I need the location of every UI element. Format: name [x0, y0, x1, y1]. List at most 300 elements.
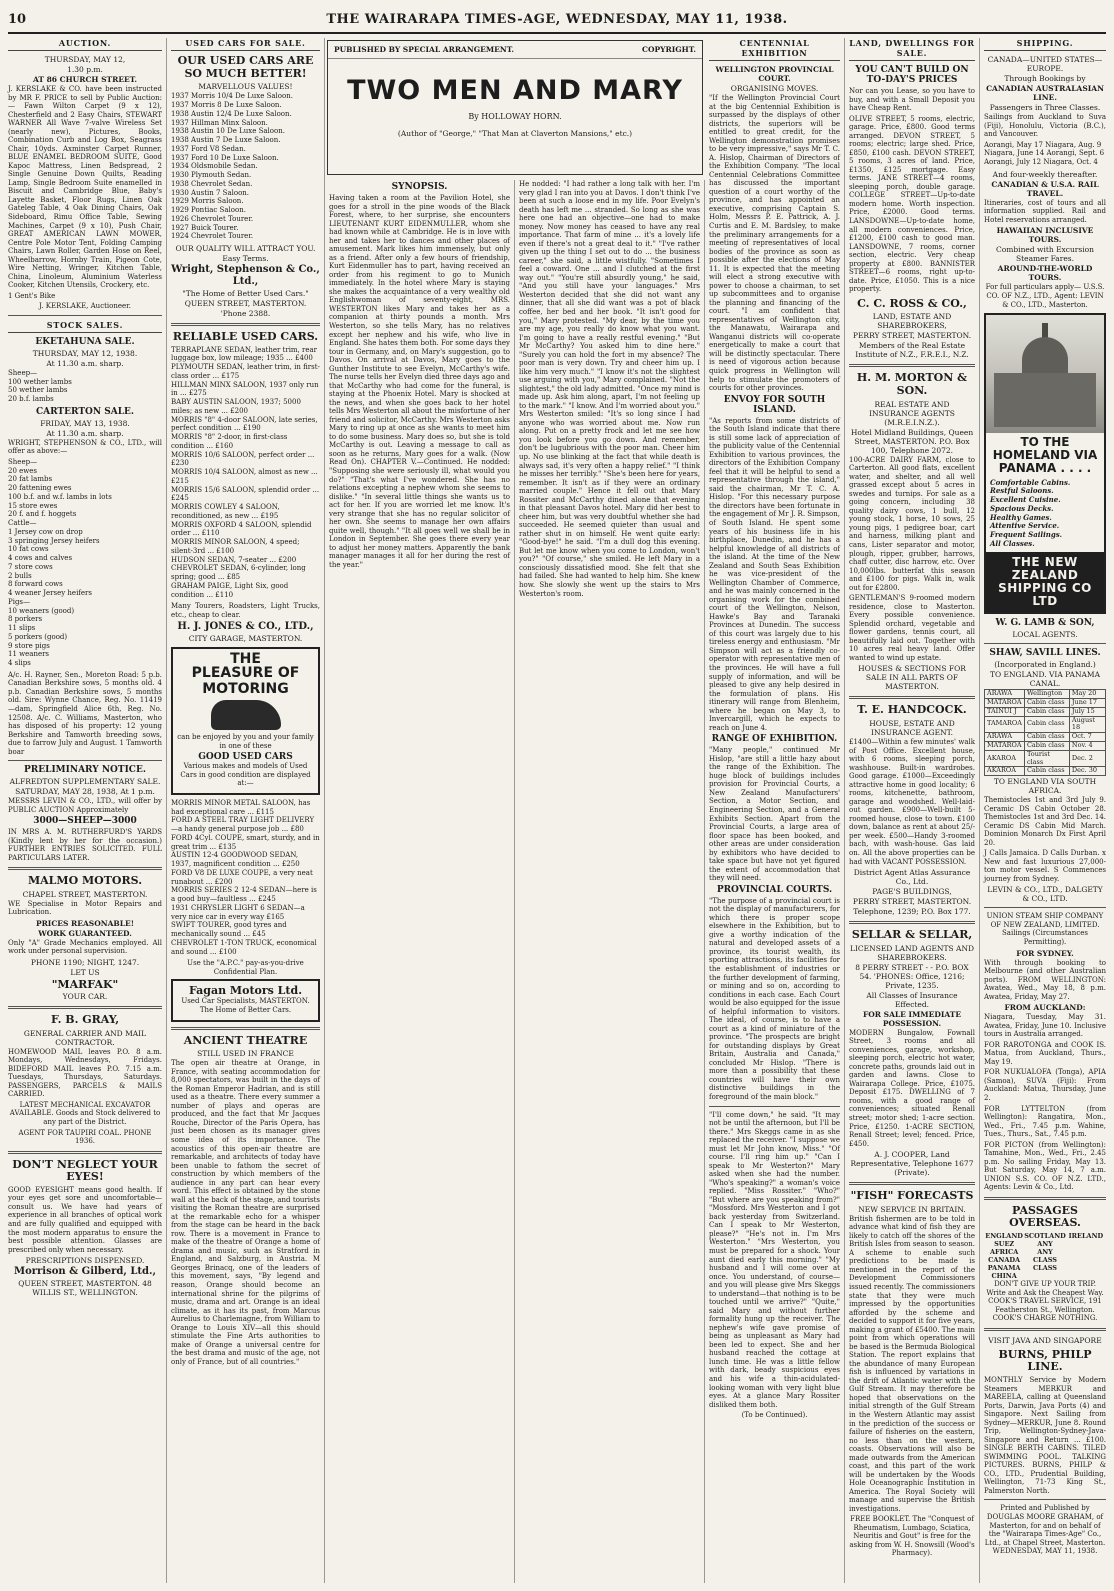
- malmo-work: WORK GUARANTEED.: [38, 928, 132, 938]
- list-item: Spacious Decks.: [990, 503, 1054, 513]
- reliable-list: [171, 346, 320, 600]
- auctioneer: J. KERSLAKE, Auctioneer.: [39, 302, 131, 311]
- court-heading: WELLINGTON PROVINCIAL COURT.: [715, 65, 834, 83]
- stock-sales-heading: STOCK SALES.: [8, 320, 162, 333]
- rail-body: Itineraries, cost of tours and all information supplied. Rail and Hotel reservations arranged.: [984, 198, 1106, 224]
- table-cell: Cabin class: [1024, 698, 1069, 707]
- homeland-ad: [984, 313, 1106, 614]
- table-cell: Dec. 30: [1069, 767, 1105, 776]
- list-item: 1930 Plymouth Sedan.: [171, 171, 252, 180]
- malmo-heading: MALMO MOTORS.: [27, 874, 143, 888]
- combined-line: Combined with Excursion Steamer Fares.: [996, 245, 1094, 264]
- malmo-prices: PRICES REASONABLE!: [35, 918, 135, 928]
- cant-body: Nor can you Lease, so you have to buy, and with a Small Deposit you have Cheap Rent.: [849, 87, 975, 113]
- malmo-street: CHAPEL STREET, MASTERTON.: [22, 889, 148, 899]
- list-item: 1938 Chevrolet Sedan.: [171, 179, 253, 188]
- malmo-body: WE Specialise in Motor Repairs and Lubrication.: [8, 899, 162, 917]
- used-cars-list: [171, 92, 320, 241]
- list-item: MORRIS OXFORD 4 SALOON, splendid order ... £110: [171, 520, 312, 538]
- story-published: PUBLISHED BY SPECIAL ARRANGEMENT.: [334, 45, 514, 54]
- fagan-name: Fagan Motors Ltd.: [188, 984, 303, 998]
- gray-latest: LATEST MECHANICAL EXCAVATOR AVAILABLE. Goods and Stock delivered to any part of the District.: [9, 1100, 161, 1127]
- table-cell: Dec. 2: [1069, 750, 1105, 767]
- list-item: Cattle—: [8, 519, 37, 528]
- grid-cell: [1024, 1272, 1066, 1280]
- story-title: TWO MEN AND MARY: [347, 75, 683, 106]
- morton-heading: H. M. MORTON & SON.: [856, 371, 968, 398]
- list-item: 1938 Austin 12/4 De Luxe Saloon.: [171, 109, 292, 118]
- grid-cell: CLASS: [1032, 1256, 1058, 1265]
- handcock-heading: T. E. HANDCOCK.: [857, 703, 967, 717]
- handcock-sub: HOUSE, ESTATE AND INSURANCE AGENT.: [869, 719, 955, 738]
- canada-line: CANADA—UNITED STATES—EUROPE.: [987, 55, 1103, 73]
- list-item: All Classes.: [990, 538, 1035, 548]
- auckland-body: Niagara, Tuesday, May 31. Awatea, Friday, June 10. Inclusive tours in Australia arranged.: [984, 1013, 1106, 1039]
- list-item: AUSTIN 12-4 GOODWOOD SEDAN, 1937, magnificent condition ... £250: [171, 851, 300, 869]
- gray-agent: AGENT FOR TAUPIRI COAL. PHONE 1936.: [18, 1128, 152, 1146]
- page-number: 10: [8, 11, 27, 27]
- malmo-marfak: "MARFAK": [51, 977, 119, 991]
- table-row: [985, 716, 1106, 733]
- grid-cell: SUEZ: [994, 1240, 1015, 1249]
- list-item: 1924 Chevrolet Tourer.: [171, 232, 254, 241]
- firm-name: Wright, Stephenson & Co., Ltd.,: [171, 264, 320, 288]
- grid-cell: CANADA: [988, 1256, 1021, 1265]
- centennial-body-3: "Many people," continued Mr Hislop, "are still a little hazy about the range of the Exhibition. The huge block of buildings includes provision for Provincial Courts, a New Zealand Manufacturers' Section, a Motor Section, and Engineering Section, and a General Exhibits Section. Apart from the Provincial Courts, a large area of floor space has been booked, and other areas are under consideration by exhibitors who have decided to take space but have not yet figured the extent of accommodation that they will need.: [709, 746, 840, 883]
- table-cell: Nov. 4: [1069, 741, 1105, 750]
- grid-cell: [1066, 1248, 1106, 1256]
- alfredton-heading: ALFREDTON SUPPLEMENTARY SALE.: [9, 777, 161, 787]
- envoy-heading: ENVOY FOR SOUTH ISLAND.: [723, 394, 826, 415]
- list-item: Aorangi, May 17 Niagara, Aug. 9: [984, 140, 1102, 149]
- grid-cell: SCOTLAND: [1024, 1232, 1066, 1241]
- to-be-continued: (To be Continued).: [741, 1411, 808, 1420]
- list-item: 100 b.f. and w.f. lambs in lots: [8, 492, 112, 501]
- list-item: 1937 Morris 10/4 De Luxe Saloon.: [171, 92, 293, 101]
- cooks-body: DON'T GIVE UP YOUR TRIP. Write and Ask the Cheapest Way. COOK'S TRAVEL SERVICE, 191 Featherston St., Wellington. COOK'S CHARGE NOTHING.: [986, 1280, 1104, 1323]
- imprint: Printed and Published by DOUGLAS MOORE GRAHAM, of Masterton, for and on behalf of the "Wairarapa Times-Age" Co., Ltd., at Chapel Street, Masterton. WEDNESDAY, MAY 11, 1938.: [984, 1504, 1106, 1556]
- list-item: 1929 Pontiac Saloon.: [171, 206, 246, 215]
- list-item: 8 forward cows: [8, 580, 63, 589]
- table-cell: Cabin class: [1024, 733, 1069, 742]
- hj-jones: H. J. JONES & CO., LTD.,: [177, 621, 314, 633]
- carterton-body: WRIGHT, STEPHENSON & CO., LTD., will offer as above:—: [8, 438, 162, 456]
- section-heading: CENTENNIAL EXHIBITION: [709, 38, 840, 61]
- africa-heading: TO ENGLAND VIA SOUTH AFRICA.: [993, 777, 1097, 796]
- list-item: 1 Jersey cow on drop: [8, 527, 83, 536]
- list-item: 2 bulls: [8, 571, 32, 580]
- list-item: MORRIS 10/6 SALOON, perfect order ... £230: [171, 450, 315, 468]
- sellar-insurance: All Classes of Insurance Effected.: [866, 990, 958, 1009]
- list-item: 8 porkers: [8, 615, 43, 624]
- list-item: 1937 Hillman Minx Saloon.: [171, 118, 268, 127]
- levin-line: LEVIN & CO., LTD., DALGETY & CO., LTD.: [987, 885, 1103, 904]
- reliable-heading: RELIABLE USED CARS.: [172, 330, 319, 344]
- pleasure-tail: Various makes and models of Used Cars in good condition are displayed at:—: [180, 762, 311, 788]
- grid-cell: ENGLAND: [985, 1232, 1023, 1241]
- grid-cell: AFRICA: [989, 1248, 1019, 1257]
- sellar-heading: SELLAR & SELLAR,: [851, 928, 973, 942]
- table-cell: Cabin class: [1024, 741, 1069, 750]
- list-item: 1938 Austin 7 De Luxe Saloon.: [171, 136, 281, 145]
- pleasure-good: GOOD USED CARS: [198, 752, 293, 763]
- malmo-phone: PHONE 1190; NIGHT, 1247.: [30, 957, 140, 967]
- gray-body: HOMEWOOD MAIL leaves P.O. 8 a.m. Mondays, Wednesdays, Fridays. BIDEFORD MAIL leaves P.O. 7.15 a.m. Tuesdays, Thursdays, Saturdays. PASSENGERS, PARCELS & MAILS CARRIED.: [8, 1047, 162, 1099]
- list-item: MORRIS SERIES 2 12-4 SEDAN—here is a good buy—faultless ... £245: [171, 886, 317, 904]
- fish-heading: "FISH" FORECASTS: [850, 1189, 974, 1203]
- shaw-heading: SHAW, SAVILL LINES.: [989, 648, 1101, 659]
- table-cell: Cabin class: [1024, 716, 1069, 733]
- list-item: Aorangi, July 12 Niagara, Oct. 4: [984, 158, 1098, 167]
- rarotonga-body: FOR RAROTONGA and COOK IS. Matua, from Auckland, Thurs., May 19.: [984, 1040, 1106, 1066]
- gray-heading: F. B. GRAY,: [50, 1013, 120, 1027]
- list-item: Attentive Service.: [990, 521, 1060, 531]
- houses-line: HOUSES & SECTIONS FOR SALE IN ALL PARTS OF MASTERTON.: [858, 664, 966, 692]
- firm-address: QUEEN STREET, MASTERTON.: [184, 299, 307, 309]
- alfredton-sheep: 3000—SHEEP—3000: [33, 816, 137, 827]
- list-item: 1938 Austin 10 De Luxe Saloon.: [171, 127, 285, 136]
- list-item: CHEVROLET 1-TON TRUCK, economical and sound ... £100: [171, 938, 317, 956]
- quality-line: OUR QUALITY WILL ATTRACT YOU.: [175, 244, 316, 254]
- sellar-body: MODERN Bungalow, Fownall Street, 3 rooms and all conveniences, garage, workshop, sleeping porch, electric hot water, concrete paths, grounds laid out in garden and lawns. Close to Wairarapa College. Price, £1075. Deposit £175. DWELLING of 7 rooms, with a good range of conveniences; situated Renall street; motor shed; 1-acre section. Price, £1250. 1-ACRE SECTION, Renall Street; level; fenced. Price, £450.: [849, 1028, 975, 1148]
- ross-heading: C. C. ROSS & CO.,: [857, 296, 967, 310]
- table-cell: Cabin class: [1024, 707, 1069, 716]
- column-story-2: [515, 180, 705, 1583]
- grid-cell: PANAMA: [987, 1264, 1021, 1273]
- africa-rows: Themistocles 1st and 3rd July 9. Ceramic DS Cabin October 28. Themistocles 1st and 3rd Dec. 14. Ceramic DS Cabin Mid March. Dominion Monarch Dx First April 20.: [984, 796, 1106, 847]
- for-sale: FOR SALE IMMEDIATE POSSESSION.: [862, 1009, 962, 1028]
- list-item: 7 store cows: [8, 562, 53, 571]
- pages-street: PERRY STREET, MASTERTON.: [852, 897, 972, 907]
- malmo-car: YOUR CAR.: [62, 992, 108, 1002]
- eyes-prescriptions: PRESCRIPTIONS DISPENSED.: [25, 1256, 145, 1266]
- eyes-body: GOOD EYESIGHT means good health. If your eyes get sore and uncomfortable—consult us. We have had years of experience in all branches of optical work and are fully qualified and equipped with the most modern apparatus to ensure the best possible attention. Glasses are prescribed only when necessary.: [8, 1185, 162, 1254]
- hj-sub: CITY GARAGE, MASTERTON.: [188, 634, 303, 644]
- table-cell: ARAWA: [985, 733, 1025, 742]
- story-part-5: "I'll come down," he said. "It may not be until the afternoon, but I'll be there." Mrs Skeggs came in as she replaced the receiver. "I suppose we must let Mr John know, Miss." "Of course. I'll ring him up." "Can I speak to Mr Westerton?" Mary asked when she had the number. "Who's speaking?" a woman's voice replied. "Miss Rossiter." "Who?" "But where are you speaking from?" "Mossford. Mrs Westerton and I got back yesterday from Switzerland. Can I speak to Mr Westerton, please?" "He's not in. I'm Mrs Westerton." "Mrs Westerton, you must be prepared for a shock. Your aunt died early this morning." "My husband and I will come over at once. You understand, of course—and you will please give Mrs Skeggs to understand—that nothing is to be touched until we arrive?" "Quite," said Mary and without further formality hung up the receiver. The nephew's wife gave promise of being as unpleasant as Mary had been led to expect. She and her husband reached the cottage at lunch time. He was a little fellow with dark, beady suspicious eyes and his wife a thin-acidulated-looking woman with very light blue eyes. At a glance Mary Rossiter disliked them both.: [709, 1110, 840, 1409]
- list-item: MORRIS 15/6 SALOON, splendid order ... £245: [171, 485, 320, 503]
- list-item: PLYMOUTH SEDAN, leather trim, in first-class order ... £175: [171, 363, 320, 380]
- list-item: Sheep—: [8, 457, 38, 466]
- list-item: 11 slips: [8, 624, 36, 633]
- column-used-cars: [167, 38, 325, 1583]
- cooper-line: A. J. COOPER, Land Representative, Telephone 1677 (Private).: [850, 1150, 974, 1178]
- table-cell: July 15: [1069, 707, 1105, 716]
- table-cell: TAINUI J: [985, 707, 1025, 716]
- section-heading: LAND, DWELLINGS FOR SALE.: [849, 38, 975, 61]
- reliable-tail: Many Tourers, Roadsters, Light Trucks, etc., cheap to clear.: [171, 602, 320, 619]
- list-item: 20 f. and f. hoggets: [8, 510, 77, 519]
- masthead: [8, 6, 1106, 34]
- list-item: MORRIS MINOR SALOON, 4 speed; silent-3rd ... £100: [171, 538, 300, 555]
- table-cell: Wellington: [1024, 690, 1069, 699]
- firm-phone: 'Phone 2388.: [220, 309, 271, 319]
- list-item: HUDSON SEDAN, 7-seater ... £200: [171, 555, 297, 564]
- list-item: 4 weaner Jersey heifers: [8, 589, 92, 598]
- shaw-to: TO ENGLAND. VIA PANAMA CANAL.: [989, 670, 1101, 689]
- handcock-body: £1400—Within a few minutes' walk of Post Office. Excellent house, with 6 rooms, sleeping porch, washhouse. Built-in wardrobes. Good garage. £1000—Exceedingly attractive home in good locality; 6 rooms, kitchenette, bathroom, garage and woodshed. Well-laid-out garden. £900—Well-built 5-roomed house, close to town. £100 down, balance as rent at about 25/- per week. £500—Handy 3-roomed bach, with wash-house. Gas laid on. All the above properties can be had with VACANT POSSESSION.: [849, 738, 975, 866]
- carterton-date: FRIDAY, MAY 13, 1938.: [40, 418, 130, 428]
- grid-cell: CHINA: [991, 1272, 1017, 1281]
- listings: OLIVE STREET, 5 rooms, electric, garage. Price, £800. Good terms arranged. DEVON STREET, 5 rooms; electric; large shed. Price, £850, £100 cash. DEVON STREET, 5 rooms, 3 acres of land. Price, £1350, £125 mortgage. Easy terms. JANE STREET—4 rooms, sleeping porch, double garage. COLLEGE STREET—Up-to-date modern home. Worth inspection. Price, £2000. Good terms. LANSDOWNE—Up-to-date home, all modern conveniences. Price, £1200, £100 cash to good man. LANSDOWNE, 7 rooms, corner section, electric. Very cheap property at £800. BANNISTER STREET—6 rooms, right up-to-date. Price, £1050. This is a nice property.: [849, 114, 975, 294]
- carterton-extra: A/c. H. Rayner, Sen., Moreton Road: 5 p.b. Canadian Berkshire sows, 5 months old. 4 p.b. Canadian Berkshire sows, 5 months old. Sire: Wynne Chance, Reg. No. 11419—dam, Springfield Alice 6th, Reg. No. 12508. A/c. C. Williams, Masterton, who has disposed of his property: 12 young Berkshire and Tamworth breeding sows, due to farrow July and August. 1 Tamworth boar: [8, 670, 162, 756]
- pages-buildings: PAGE'S BUILDINGS,: [872, 887, 952, 897]
- used-cars-heading: OUR USED CARS ARE SO MUCH BETTER!: [177, 54, 314, 80]
- column-shipping: [980, 38, 1110, 1583]
- range-heading: RANGE OF EXHIBITION.: [711, 734, 838, 745]
- column-auction: [4, 38, 167, 1583]
- sydney-body: With through booking to Melbourne (and other Australian ports). FROM WELLINGTON: Awatea, Wed., May 18, 8 p.m. Awatea, Friday, May 27.: [984, 958, 1106, 1001]
- table-cell: Oct. 7: [1069, 733, 1105, 742]
- union-heading: UNION STEAM SHIP COMPANY OF NEW ZEALAND, LIMITED. Sailings (Circumstances Permitting).: [986, 912, 1104, 947]
- carterton-time: At 11.30 a.m. sharp.: [46, 428, 124, 438]
- pleasure-title-1: THE: [230, 651, 261, 668]
- nz-shipping-logo: THE NEW ZEALAND SHIPPING CO LTD: [986, 552, 1104, 613]
- list-item: 20 fat lambs: [8, 475, 53, 484]
- grid-cell: [1066, 1272, 1106, 1280]
- eketahuna-list: [8, 369, 162, 404]
- list-item: 1930 Austin 7 Saloon.: [171, 188, 250, 197]
- column-land: [845, 38, 980, 1583]
- sellar-address: 8 PERRY STREET - - P.O. BOX 54. 'PHONES: Office, 1216; Private, 1235.: [855, 962, 969, 990]
- malmo-quality: Only "A" Grade Mechanics employed. All work under personal supervision.: [8, 938, 162, 956]
- section-heading: AUCTION.: [8, 38, 162, 51]
- hawaii-heading: HAWAIIAN INCLUSIVE TOURS.: [996, 226, 1094, 245]
- lamb-sub: LOCAL AGENTS.: [1012, 630, 1078, 640]
- theatre-heading: ANCIENT THEATRE: [183, 1033, 308, 1047]
- shaw-table: [984, 689, 1106, 776]
- section-heading: SHIPPING.: [984, 38, 1106, 51]
- auction-venue: AT 86 CHURCH STREET.: [32, 75, 138, 84]
- alfredton-tail: IN MRS A. M. RUTHERFURD'S YARDS (Kindly lent by her for the occasion.) FURTHER ENTRIES SOLICITED. FULL PARTICULARS LATER.: [8, 828, 162, 862]
- list-item: 1937 Ford V8 Sedan.: [171, 144, 246, 153]
- fagan-use: Use the "A.P.C." pay-as-you-drive Confidential Plan.: [187, 959, 304, 976]
- auction-bike: 1 Gent's Bike: [8, 291, 56, 300]
- theatre-body: The open air theatre at Orange, in France, with seating accommodation for 8,000 spectators, was built in the days of the Roman Emperor Hadrian, and is still used as a theatre. There every summer a number of plays and operas are produced, and the fact that Mr Jacques Rouche, Director of the Paris Opera, has just been chosen as its manager gives some idea of its importance. The acoustics of this open-air theatre are remarkable, and architects of today have been unable to fathom the secret of construction by which members of the audience in any part can hear every word. This effect is obtained by the stone wall at the back of the stage, and tourists visiting the Roman theatre are surprised at the remarkable echo for a whisper from the stage can be heard in the back row. There is a movement in France to make of the theatre of Orange a home of drama and music, such as Stratford in England, and Salzburg, in Austria. M Georges Brinacq, one of the leaders of this movement, says, "By legend and reason, Orange should become an international shrine for the pilgrims of music, drama and art. Orange is an ideal climate, as it has its past, from Marcus Aurelius to Charlemagne, from William to Orange to Louis XIV—all this should stimulate the Fine Arts authorities to make of Orange a universal centre for the best drama and music of the age, not only of France, but of all countries.": [171, 1059, 320, 1366]
- list-item: 50 wether lambs: [8, 386, 68, 395]
- list-item: Sheep—: [8, 368, 38, 377]
- story-banner: [327, 40, 703, 175]
- sailing-schedule: [984, 141, 1106, 167]
- list-item: 1934 Oldsmobile Sedan.: [171, 162, 258, 171]
- usco-body: For full particulars apply— U.S.S. CO. OF N.Z., LTD., Agent: LEVIN & CO., LTD., Masterton.: [985, 283, 1105, 309]
- list-item: Excellent Cuisine.: [990, 495, 1061, 505]
- fish-body: British fishermen are to be told in advance what kind of fish they are likely to catch off the shores of the British Isles from season to season. A scheme to enable such predictions to be made is mentioned in the report of the Development Commissioners issued recently. The commissioners state that they were much impressed by the opportunities afforded by the scheme and decided to support it for five years, making a grant of £5400. The main point from which operations will be based is the Bermuda Biological Station. The report explains that the abundance of many European fish is influenced by variations in the drift of Atlantic water with the Gulf Stream. It may therefore be hoped that observations on the initial strength of the Gulf Stream in the Western Atlantic may assist in the prediction of the success or failure of fisheries on the eastern, no less than on the western, coasts. Observations will also be made outwards from the American coast, and this part of the work will be undertaken by the Woods Hole Oceanographic Institution in America. The Royal Society will manage and supervise the British investigations.: [849, 1214, 975, 1513]
- list-item: HILLMAN MINX SALOON, 1937 only run in ... £275: [171, 380, 319, 398]
- table-cell: TAMAROA: [985, 716, 1025, 733]
- alfredton-date: SATURDAY, MAY 28, 1938, At 1 p.m.: [15, 787, 155, 797]
- grid-cell: CLASS: [1032, 1264, 1058, 1273]
- table-cell: Tourist class: [1024, 750, 1069, 767]
- table-cell: AKAROA: [985, 767, 1025, 776]
- eketahuna-date: THURSDAY, MAY 12, 1938.: [32, 348, 138, 358]
- list-item: MORRIS "8" 4-door SALOON, late series, perfect condition ... £190: [171, 415, 318, 433]
- column-centennial: [705, 38, 845, 1583]
- eyes-firm: Morrison & Gilberd, Ltd.,: [14, 1266, 156, 1278]
- pleasure-body: can be enjoyed by you and your family in one of these: [177, 733, 314, 750]
- grid-cell: IRELAND: [1068, 1232, 1104, 1241]
- story-part-2: He nodded: "I had rather a long talk with her. I'm very glad I ran into you at Davos. I don't think I've been at such a loose end in my life. Poor Evelyn's death has left me ... stranded. So long as she was here one had an objective—one had to make money. Now money has ceased to have any real importance. That farm of mine ... it's a lovely life even if there's not a great deal to it." "I've rather given up the thing I set out to do ... the business career," she said, a little wistfully. "Sometimes I feel a coward. One ... and I clutched at the first way out." "You're still absurdly young," he said, "And you still have your languages." Mrs Westerton decided that she did not want any dinner, that all she did want was a pot of black coffee, her bed and her book. "It isn't good for you," Mary protested. "My dear, by the time you are my age, you really do know what you want. I'm going to have a really restful evening." "But Mr McCarthy? You asked him to dine here." "Surely you can hold the fort in my absence? The poor man is very down. Try and cheer him up. I like him very much." "I know it's not the slightest use arguing with you," Mary complained. "Not the slightest," the old lady admitted. "Once my mind is made up. Ask him along, apart, I'm not feeling up to the mark." "I know. And I'm worried about you." Mrs Westerton smiled: "It's so long since I had anyone who was worried about me. Now run along. Put on a pretty frock and let me see how you look before you go down. And remember, don't be lugubrious with the poor man. Cheer him up. No use blinking at the fact that while death is always sad, it's very often a happy relief." "I think he misses her terribly." "She's been here for years, remember. It isn't as if they were an ordinary married couple." Hence it fell out that Mary Rossiter and McCarthy dined alone that evening in that pleasant Davos hotel. Mary did her best to cheer him, but was very doubtful whether she had succeeded. He seemed quieter than usual and rather shut in on himself. He went quite early: "Good-bye!" he said. "I'm a dull dog this evening. But let me know when you come to London, won't you?" "Of course," she smiled. He left Mary in a consciously dissatisfied mood. She felt that she had failed. She had wanted to help him. She knew how. She slowly she went up the stairs to Mrs Westerton's room.: [519, 180, 700, 598]
- eyes-address: QUEEN STREET, MASTERTON. 48 WILLIS ST., WELLINGTON.: [18, 1279, 152, 1298]
- sydney-heading: FOR SYDNEY.: [1016, 948, 1074, 958]
- grid-cell: [1066, 1240, 1106, 1248]
- cant-heading: YOU CAN'T BUILD ON TO-DAY'S PRICES: [855, 65, 969, 85]
- rail-heading: CANADIAN & U.S.A. RAIL TRAVEL.: [991, 179, 1099, 198]
- through-line: Through Bookings by: [1004, 74, 1086, 83]
- table-row: [985, 750, 1106, 767]
- pleasure-title-2: PLEASURE OF MOTORING: [191, 665, 300, 697]
- list-item: 1937 Ford 10 De Luxe Saloon.: [171, 153, 279, 162]
- list-item: 11 weaners: [8, 650, 50, 659]
- homeland-features: [986, 479, 1104, 549]
- list-item: 1927 Buick Tourer.: [171, 223, 239, 232]
- organising-sub: ORGANISING MOVES.: [730, 84, 819, 93]
- list-item: MORRIS COWLEY 4 SALOON, reconditioned, as new ... £195: [171, 503, 280, 520]
- booklet: FREE BOOKLET. The "Conquest of Rheumatism, Lumbago, Sciatica, Neuritis and Gout" is free for the asking from W. H. Snowsill (Wood's Pharmacy).: [849, 1515, 975, 1558]
- sellar-sub: LICENSED LAND AGENTS AND SHAREBROKERS.: [849, 943, 975, 962]
- auction-time: 1.30 p.m.: [67, 65, 103, 74]
- auction-date: THURSDAY, MAY 12,: [44, 55, 126, 64]
- auction-body: J. KERSLAKE & CO. have been instructed by MR F. PRICE to sell by Public Auction:— Fawn Wilton Carpet (9 x 12), Chesterfield and 2 Easy Chairs, STEWART WARNER All Wave 7-valve Wireless Set (nearly new), Pictures, Books, Combination Curb and Log Box, Seagrass Chair, 10yds. Axminster Carpet Runner, BLUE ENAMEL BEDROOM SUITE, Good Kapoc Mattress, Linen Bedspread, 2 Single Genuine Down Quilts, Reading Lamp, Single Bedroom Suite enamelled in Biscuit and Cambridge Blue, Baby's Layette Basket, Floor Rugs, Linen Oak Gateleg Table, 4 Oak Dining Chairs, Oak Sideboard, Rimu Office Table, Sewing Machines, Carpet (9 x 10), Push Chair, GREAT AMERICAN LAWN MOWER, Centre Pole Motor Tent, Folding Camping Chairs, Lawn Roller, Garden Hose on Reel, Wheelbarrow, Hornby Train, Pigeon Cote, Wire Netting, Wringer, Kitchen Table, China, Linoleum, Aluminium Waterless Cooker, Kitchen Utensils, Crockery, etc.: [8, 85, 162, 290]
- eyes-heading: DON'T NEGLECT YOUR EYES!: [12, 1157, 158, 1184]
- canadian-line: CANADIAN AUSTRALASIAN LINE.: [986, 84, 1104, 102]
- shaw-sub: (Incorporated in England.): [994, 660, 1096, 670]
- passages-heading: PASSAGES OVERSEAS.: [1009, 1203, 1081, 1230]
- list-item: BABY AUSTIN SALOON, 1937; 5000 miles; as new ... £200: [171, 398, 301, 415]
- grid-cell: ANY: [1037, 1248, 1053, 1257]
- gentleman-body: GENTLEMAN'S 9-roomed modern residence, close to Masterton. Every possible convenience. Splendid orchard, vegetable and flower gardens, tennis court, all beautifully laid out. Together with 10 acres real heavy land. Offer wanted to wind up estate.: [849, 594, 975, 662]
- picton-body: FOR PICTON (from Wellington): Tamahine, Mon., Wed., Fri., 2.45 p.m. No sailing Friday, May 13. But Saturday, May 14, 7 a.m. UNION S.S. CO. OF N.Z. LTD., Agents: Levin & Co., Ltd.: [984, 1140, 1106, 1192]
- table-cell: June 17: [1069, 698, 1105, 707]
- list-item: MORRIS MINOR METAL SALOON, has had exceptional care ... £115: [171, 798, 311, 816]
- handcock-agent: District Agent Atlas Assurance Co., Ltd.: [853, 868, 971, 887]
- table-row: [985, 707, 1106, 716]
- provincial-heading: PROVINCIAL COURTS.: [716, 884, 833, 895]
- fagan-sub: Used Car Specialists, MASTERTON. The Home of Better Cars.: [181, 997, 310, 1015]
- terms-line: Easy Terms.: [222, 254, 269, 264]
- list-item: TERRAPLANE SEDAN, leather trim, rear luggage box, low mileage; 1935 ... £400: [171, 345, 318, 363]
- story-part-1: Having taken a room at the Pavilion Hotel, she goes for a stroll in the pine woods of the Black Forest, where, to her surprise, she encounters LIEUTENANT KURT EIDENMULLER, whom she had known while at Cambridge. He is in love with her and takes her to dances and other places of amusement. Mark likes him immensely, but only as a friend. After only a few hours of friendship, Kurt Eidenmuller has to part, having received an order from his regiment to go to Munich immediately. In the hotel where Mary is staying she makes the acquaintance of a very wealthy old Englishwoman of seventy-eight, MRS. WESTERTON likes Mary and takes her as a companion at thirty pounds a month. Mrs Westerton, so she tells Mary, has no relatives except her nephew and his wife, who live in England. She hates them both. For some days they tour in Germany, and, on Mary's suggestion, go to Davos. On arrival at Davos, Mary goes to the Gunther Institute to see Evelyn, McCarthy's wife. The nurse tells her Evelyn died three days ago and that McCarthy who had come for the funeral, is staying at the Phoenix Hotel. Mary is shocked at the news, and when she goes back to her hotel tells Mrs Westerton all about the misfortune of her friend and solicitor, McCarthy. Mrs Westerton asks Mary to ring up at once as she wants to meet him to do some business. Mary does so, but she is told McCarthy is out. Leaving a message to call as soon as he returns, Mary goes for a walk. (Now Read On). CHAPTER V.—Continued. He nodded: "Supposing she were seriously ill, what would you do?" "That's what I've wondered. She has no relations excepting a nephew whom she seems to dislike." "In several little things she wants us to act for her. If you are worried let me know. It's very strange that she has no regular solicitor of her own. She seems to manage her own affairs quite well, though." "It all goes well we shall be in London in September. She goes there every year to adjust her money matters. Apparently the bank manager manages it all for her during the rest of the year.": [329, 194, 510, 569]
- fagan-list: [171, 799, 320, 957]
- malmo-let: LET US: [70, 967, 100, 977]
- list-item: 100 wether lambs: [8, 377, 72, 386]
- centennial-body-2: "As reports from some districts of the South Island indicate that there is still some lack of appreciation of the publicity value of the Centennial Exhibition to various provinces, the directors of the Exhibition Company feel that it will be helpful to send a representative through the island," said the chairman, Mr T. C. A. Hislop. "For this necessary purpose the directors have been fortunate in the engagement of Mr J. R. Simpson, of South Island. He spent some years of his business life in his birthplace, Dunedin, and he has a helpful knowledge of all districts of the island. At the time of the New Zealand and South Seas Exhibition he was vice-president of the Wellington Chamber of Commerce, and he was mainly concerned in the organising work for the combined court of the Wellington, Nelson, Hawke's Bay and Taranaki Provinces at Dunedin. The success of this court was largely due to his tireless energy and enthusiasm. "Mr Simpson will act as a friendly co-operator with representative men of the provinces. He will have a full supply of information, and will be pleased to give any help desired in the formulation of plans. His itinerary will range from Blenheim, where he began on May 3, to Invercargill, which he expects to reach on June 4.: [709, 416, 840, 732]
- table-cell: AKAROA: [985, 750, 1025, 767]
- list-item: Pigs—: [8, 597, 31, 606]
- used-cars-sub: MARVELLOUS VALUES!: [198, 82, 293, 92]
- fortnight-line: And four-weekly thereafter.: [992, 169, 1098, 179]
- story-copyright: COPYRIGHT.: [642, 45, 696, 54]
- centennial-body-1: "If the Wellington Provincial Court at the big Centennial Exhibition is surpassed by the displays of other districts, the superiors will be entitled to great credit, for the Wellington demonstration promises to be very impressive," says Mr T. C. A. Hislop, Chairman of Directors of the Exhibition Company. "The local Centennial Celebrations Committee has discussed the important question of a court worthy of the province, and has appointed an executive, comprising Captain S. Holm, Messrs P. E. Pattrick, A. J. Curtis and E. M. Bardsley, to make the preliminary arrangements for a meeting of representatives of local bodies of the province as soon as possible after the elections of May 11. It is expected that the meeting will elect a strong executive with power to choose a chairman, to set up subcommittees and to organise the planning and financing of the court. "I am confident that representatives of Wellington city, the Manawatu, Wairarapa and Wanganui districts will co-operate energetically to make a court that will be distinctly spectacular. There is need of vigorous action because quick progress in Wellington will help to stimulate the promoters of courts for other provinces.: [709, 94, 840, 393]
- list-item: 3 springing Jersey heifers: [8, 536, 100, 545]
- list-item: SWIFT TOURER, good tyres and mechanically sound ... £45: [171, 921, 287, 939]
- section-heading: USED CARS FOR SALE.: [171, 38, 320, 51]
- nukualofa-body: FOR NUKUALOFA (Tonga), APIA (Samoa), SUVA (Fiji): From Auckland: Matua, Thursday, June 2.: [984, 1068, 1106, 1102]
- auckland-heading: FROM AUCKLAND:: [1004, 1003, 1086, 1013]
- list-item: Healthy Games.: [990, 512, 1052, 522]
- list-item: 1926 Chevrolet Tourer.: [171, 214, 254, 223]
- java-line: VISIT JAVA AND SINGAPORE: [988, 1335, 1102, 1345]
- table-cell: May 20: [1069, 690, 1105, 699]
- list-item: 10 weaners (good): [8, 606, 75, 615]
- eketahuna-heading: EKETAHUNA SALE.: [35, 336, 135, 347]
- list-item: Niagara, June 14 Aorangi, Sept. 6: [984, 149, 1105, 158]
- list-item: FORD A STEEL TRAY LIGHT DELIVERY—a handy general purpose job ... £80: [171, 816, 315, 834]
- list-item: 1929 Morris Saloon.: [171, 197, 244, 206]
- morton-address: Hotel Midland Buildings, Queen Street, MASTERTON. P.O. Box 100, Telephone 2072.: [850, 427, 974, 455]
- passengers-line: Passengers in Three Classes.: [989, 103, 1101, 112]
- grid-cell: [1066, 1264, 1106, 1272]
- pleasure-ad: [171, 647, 320, 794]
- table-cell: MATAROA: [985, 741, 1025, 750]
- lyttelton-body: FOR LYTTELTON (from Wellington): Rangatira, Mon., Wed., Fri., 7.45 p.m. Wahine, Tues., Thurs., Sat., 7.45 p.m.: [984, 1104, 1106, 1139]
- eketahuna-time: At 11.30 a.m. sharp.: [46, 358, 124, 368]
- sailings-body: Sailings from Auckland to Suva (Fiji), Honolulu, Victoria (B.C.), and Vancouver.: [984, 113, 1106, 139]
- list-item: GRAHAM PAIGE, Light Six, good condition ... £110: [171, 581, 289, 599]
- alfredton-body: MESSRS LEVIN & CO., LTD., will offer by PUBLIC AUCTION Approximately: [8, 797, 162, 814]
- table-cell: Cabin class: [1024, 767, 1069, 776]
- list-item: 10 fat cows: [8, 545, 49, 554]
- story-author-note: (Author of "George," "That Man at Claverton Mansions," etc.): [397, 129, 633, 138]
- ross-address: PERRY STREET, MASTERTON.: [852, 331, 972, 341]
- morton-body: 100-ACRE DAIRY FARM, close to Carterton. All good flats, excellent water, and shelter, and all well grassed except about 5 acres in swedes and turnips. For sale as a going concern, including 38 quality dairy cows, 1 bull, 12 young stock, 1 horse, 10 sows, 25 young pigs, 1 pedigree boar, cart and harness, milking plant and cans, Lister separator and motor, plough, ripper, grubber, harrows, chaff cutter, disc harrow, etc. Over 10,000lbs. butterfat this season and £100 for pigs. Walk in, walk out for £2800.: [849, 455, 975, 592]
- ross-sub: LAND, ESTATE AND SHAREBROKERS,: [872, 312, 952, 331]
- list-item: Restful Saloons.: [990, 486, 1054, 496]
- africa-note: J Calls Jamaica. D Calls Durban. x New and fast luxurious 27,000-ton motor vessel. S Commences journey from Sydney.: [984, 849, 1106, 883]
- ross-members: Members of the Real Estate Institute of N.Z., F.R.E.I., N.Z.: [855, 341, 969, 360]
- cathedral-illustration: [986, 315, 1104, 433]
- around-world-heading: AROUND-THE-WORLD TOURS.: [997, 264, 1093, 283]
- list-item: MORRIS 10/4 SALOON, almost as new ... £215: [171, 468, 318, 485]
- list-item: MORRIS "8" 2-door, in first-class condition ... £160: [171, 433, 288, 450]
- list-item: 9 store pigs: [8, 641, 50, 650]
- car-illustration: [211, 700, 281, 730]
- pages-telephone: Telephone, 1239; P.O. Box 177.: [853, 907, 971, 917]
- fish-sub: NEW SERVICE IN BRITAIN.: [858, 1204, 966, 1214]
- theatre-sub: STILL USED IN FRANCE: [197, 1049, 294, 1059]
- preliminary-heading: PRELIMINARY NOTICE.: [24, 765, 146, 776]
- story-byline: By HOLLOWAY HORN.: [468, 112, 562, 121]
- burns-heading: BURNS, PHILP LINE.: [998, 1347, 1092, 1374]
- table-cell: August 18: [1069, 716, 1105, 733]
- list-item: 4 slips: [8, 659, 31, 668]
- gray-sub: GENERAL CARRIER AND MAIL CONTRACTOR.: [23, 1028, 147, 1047]
- list-item: Frequent Sailings.: [990, 530, 1063, 540]
- synopsis-heading: SYNOPSIS.: [391, 182, 448, 192]
- list-item: 5 porkers (good): [8, 632, 68, 641]
- table-cell: ARAWA: [985, 690, 1025, 699]
- firm-tagline: "The Home of Better Used Cars.": [182, 289, 309, 299]
- carterton-heading: CARTERTON SALE.: [35, 406, 135, 417]
- column-story-1: [325, 180, 515, 1583]
- table-cell: MATAROA: [985, 698, 1025, 707]
- morton-sub: REAL ESTATE AND INSURANCE AGENTS (M.R.E.I.N.Z.).: [869, 399, 955, 427]
- fagan-logo: [171, 979, 320, 1021]
- table-row: [985, 741, 1106, 750]
- list-item: 4 cows and calves: [8, 554, 73, 563]
- table-row: [985, 767, 1106, 776]
- list-item: FORD 4Cyl. COUPE, smart, sturdy, and in great trim ... £135: [171, 833, 320, 851]
- list-item: 1937 Morris 8 De Luxe Saloon.: [171, 101, 282, 110]
- list-item: 20 fattening ewes: [8, 484, 72, 493]
- lamb-heading: W. G. LAMB & SON,: [995, 618, 1095, 629]
- list-item: 1931 CHRYSLER LIGHT 6 SEDAN—a very nice car in every way £165: [171, 903, 305, 921]
- table-row: [985, 698, 1106, 707]
- passages-grid: [984, 1232, 1106, 1280]
- homeland-title: TO THE HOMELAND VIA PANAMA . . . .: [992, 435, 1098, 476]
- carterton-list: [8, 458, 162, 668]
- list-item: FORD V8 DE LUXE COUPE, a very neat runabout ... £200: [171, 868, 313, 886]
